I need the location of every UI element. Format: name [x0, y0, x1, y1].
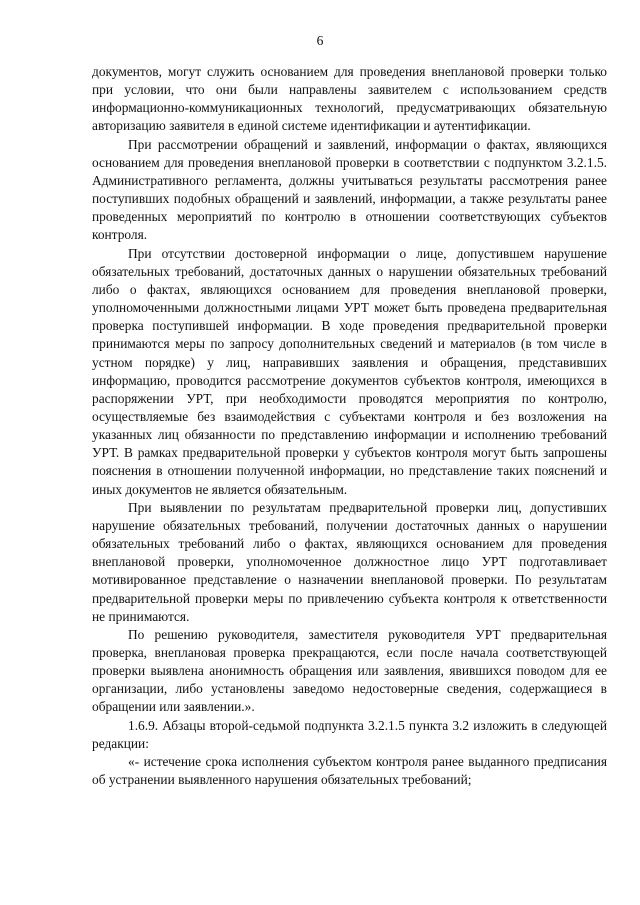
paragraph-1: документов, могут служить основанием для проведения внеплановой проверки только при условии, что они были направлены заявителем с использованием средств информационно-коммуникационных технологий, предусматривающих обязательную авторизацию заявителя в единой системе идентификации и аутентификации.	[92, 64, 607, 134]
paragraph-5: По решению руководителя, заместителя руководителя УРТ предварительная проверка, внеплановая проверка прекращаются, если после начала соответствующей проверки выявлена анонимность обращения или заявления, явившихся поводом для ее организации, либо установлены заведомо недостоверные сведения, содержащиеся в обращении или заявлении.».	[92, 626, 607, 715]
document-body	[92, 63, 607, 789]
paragraph-3: При отсутствии достоверной информации о лице, допустившем нарушение обязательных требований, достаточных данных о нарушении обязательных требований либо о фактах, являющихся основанием для проведения внеплановой проверки, уполномоченными должностными лицами УРТ может быть проведена предварительная проверка поступившей информации. В ходе проведения предварительной проверки принимаются меры по запросу дополнительных сведений и материалов (в том числе в устном порядке) у лиц, направивших заявления и обращения, представивших информацию, проводится рассмотрение документов субъектов контроля, имеющихся в распоряжении УРТ, при необходимости проводятся мероприятия по контролю, осуществляемые без взаимодействия с субъектами контроля и без возложения на указанных лиц обязанности по представлению информации и исполнению требований УРТ. В рамках предварительной проверки у субъектов контроля могут быть запрошены пояснения в отношении полученной информации, но представление таких пояснений и иных документов не является обязательным.	[92, 245, 607, 497]
paragraph-2: При рассмотрении обращений и заявлений, информации о фактах, являющихся основанием для проведения внеплановой проверки в соответствии с подпунктом 3.2.1.5. Административного регламента, должны учитываться результаты рассмотрения ранее поступивших подобных обращений и заявлений, информации, а также результаты ранее проведенных мероприятий по контролю в отношении соответствующих субъектов контроля.	[92, 136, 607, 243]
paragraph-7: «- истечение срока исполнения субъектом контроля ранее выданного предписания об устранении выявленного нарушения обязательных требований;	[92, 753, 607, 788]
paragraph-6: 1.6.9. Абзацы второй-седьмой подпункта 3.2.1.5 пункта 3.2 изложить в следующей редакции:	[92, 717, 607, 751]
paragraph-4: При выявлении по результатам предварительной проверки лиц, допустивших нарушение обязательных требований, получении достаточных данных о нарушении обязательных требований либо о фактах, являющихся основанием для проведения внеплановой проверки, уполномоченное должностное лицо УРТ подготавливает мотивированное представление о назначении внеплановой проверки. По результатам предварительной проверки меры по привлечению субъекта контроля к ответственности не принимаются.	[92, 499, 607, 624]
page-number: 6	[316, 33, 324, 48]
